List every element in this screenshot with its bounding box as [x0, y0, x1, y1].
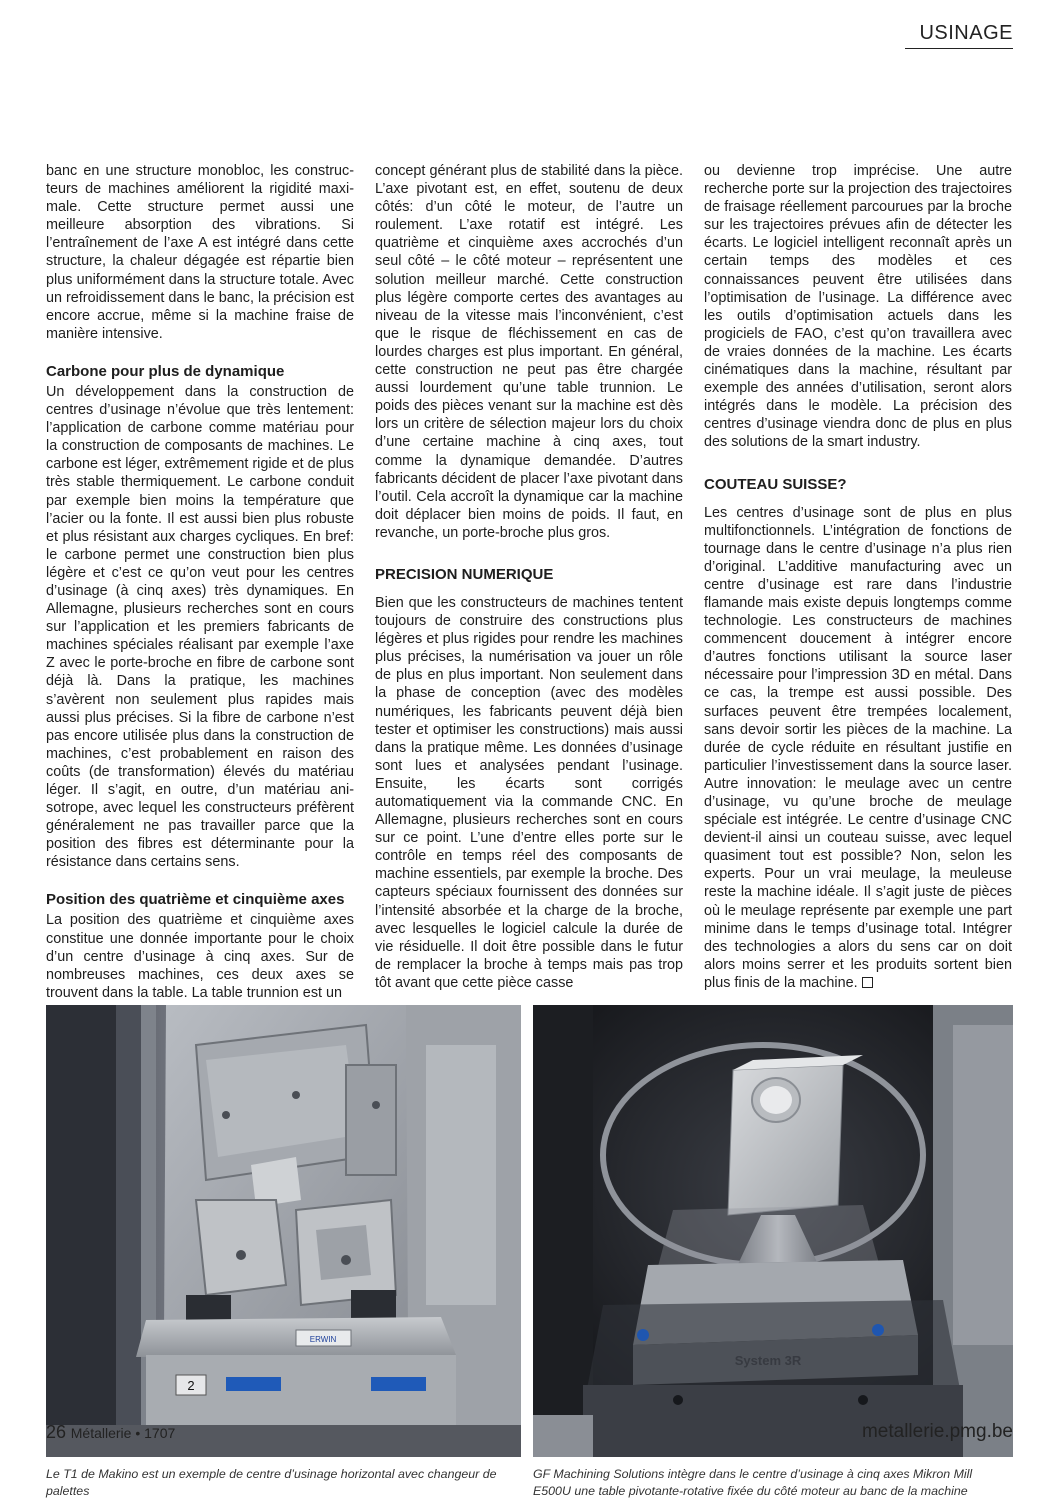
- photo-caption-left: Le T1 de Makino est un exemple de centre d’usinage horizontal avec changeur de palettes: [46, 1467, 497, 1498]
- paragraph: Un développement dans la construction de centres d’usinage n’évolue que très lentement: l’application de carbone comme matériau pour la construction de composants de machines. Le carbone est léger, extrêmement rigide et de plus très stable thermiquement. Le carbone conduit par exemple bien moins la température que l’acier ou la fonte. Il est aussi bien plus robuste et plus résistant aux charges cycliques. En bref: le carbone permet une construction bien plus légère et c’est ce qu’on veut pour les centres d’usinage (à cinq axes) très dynamiques. En Allemagne, plusieurs recherches sont en cours sur l’application et les premiers fabricants de machines spéciales réalisant par exemple l’axe Z avec le porte-broche en fibre de carbone sont déjà là. Dans la pratique, les machines s’avèrent non seulement plus rapides mais aussi plus précises. Si la fibre de carbone n’est pas encore utilisée plus dans la construction de machines, c’est probablement en raison des coûts (de transformation) élevés du matériau léger. Il s’agit, en outre, d’un matériau anisotrope, avec lequel les constructeurs préfèrent généralement ne pas travailler parce que la position des fibres est déterminante pour la résistance dans certains sens.: [46, 383, 354, 871]
- photo-caption-right: GF Machining Solutions intègre dans le centre d’usinage à cinq axes Mikron Mill E500U une table pivotante-rotative fixée du côté moteur au banc de la machine: [533, 1467, 973, 1498]
- photo-mikron-mill: [533, 1005, 1013, 1457]
- article-column-3: [704, 162, 1012, 992]
- subheading: COUTEAU SUISSE?: [704, 475, 847, 493]
- page-number: 26: [46, 1422, 67, 1442]
- page-folio: [46, 1422, 175, 1443]
- photo-makino-t1: [46, 1005, 521, 1457]
- subheading: Carbone pour plus de dynamique: [46, 362, 285, 380]
- article-column-2: [375, 162, 683, 992]
- magazine-issue: Métallerie • 1707: [70, 1425, 176, 1441]
- section-tag: USINAGE: [919, 22, 1013, 44]
- paragraph: ou devienne trop imprécise. Une autre recherche porte sur la projection des trajectoires de fraisage réellement parcourues par la broche sur les trajectoires prévues afin de détecter les écarts. Le logiciel intelligent reconnaît après un certain temps des modèles et ces connaissances peuvent être utilisées dans l’optimisation de l’usinage. La différence avec les outils d’optimisation actuels dans les progiciels de FAO, c’est qu’on travaillera avec de vraies données de la machine. Les écarts cinématiques dans la machine, résultant par exemple des années d’utilisation, seront alors intégrés dans le modèle. La précision des centres d’usinage viendra donc de plus en plus des solutions de la smart industry.: [704, 163, 1012, 451]
- subheading: PRECISION NUMERIQUE: [375, 565, 554, 583]
- article-column-1: [46, 162, 354, 1002]
- subheading: Position des quatrième et cinquième axes: [46, 891, 345, 909]
- end-of-article-icon: [862, 977, 873, 988]
- paragraph: Bien que les constructeurs de machines tentent toujours de construire des constructions plus légères et plus rigides pour rendre les machines plus précises, la numérisation va jouer un rôle de plus en plus important. Non seulement dans la phase de conception (avec des modèles numériques, les fabricants peuvent déjà bien tester et optimiser les constructions) mais aussi dans la pratique même. Les données d’usinage sont lues et analysées pendant l’usinage. Ensuite, les écarts sont corrigés automatiquement via la commande CNC. En Allemagne, plusieurs recherches sont en cours sur ce point. L’une d’entre elles porte sur le contrôle en temps réel des composants de machine essentiels, par exemple la broche. Des capteurs spéciaux fournissent des données sur l’intensité absorbée et la charge de la broche, avec lesquelles le logiciel calcule la durée de vie résiduelle. Il doit être possible dans le futur de remplacer la broche à temps mais pas trop tôt avant que cette pièce casse: [375, 594, 683, 991]
- paragraph-text: Les centres d’usinage sont de plus en plus multifonctionnels. L’intégration de fonctions de tournage dans le centre d’usinage n’a plus rien d’original. L’additive manufacturing avec un centre d’usinage est rare dans l’industrie flamande mais existe depuis longtemps comme technologie. Les constructeurs de machines commencent doucement à intégrer encore d’autres fonctions utilisant la source laser nécessaire pour l’impression 3D en métal. Dans ce cas, la trempe est aussi possible. Des surfaces peuvent être trempées localement, sans devoir sortir les pièces de la machine. La durée de cycle réduite en résultant justifie en particulier l’investissement dans la source laser. Autre innovation: le meulage avec un centre d’usinage, vu qu’une broche de meulage spéciale est intégrée. Le centre d’usinage CNC devient-il ainsi un couteau suisse, avec lequel quasiment tout est possible? Non, selon les experts. Pour un vrai meulage, la meuleuse reste la machine idéale. Il s’agit juste de pièces où le meulage représente par exemple une part minime dans le temps d’usinage total. Intégrer des technologies a alors du sens car on doit alors moins serrer et les produits sortent bien plus finis de la machine.: [704, 504, 1012, 991]
- paragraph: La position des quatrième et cinquième axes constitue une donnée importante pour le choix d’un centre d’usinage à cinq axes. Sur de nombreuses machines, ces deux axes se trouvent dans la table. La table trunnion est un: [46, 912, 354, 1001]
- paragraph: [704, 504, 1012, 993]
- paragraph: banc en une structure monobloc, les constructeurs de machines améliorent la rigidité maximale. Cette structure permet aussi une meilleure absorption des vibrations. Si l’entraînement de l’axe A est intégré dans cette structure, la chaleur dégagée est répartie bien plus uniformément dans la structure totale. Avec un refroidissement dans le banc, la précision est encore accrue, même si la machine fraise de manière intensive.: [46, 163, 354, 342]
- website-link[interactable]: metallerie.pmg.be: [861, 1421, 1013, 1442]
- brand-label: ERWIN: [309, 1335, 337, 1344]
- section-rule: [905, 48, 1013, 49]
- pallet-number: 2: [187, 1378, 195, 1393]
- paragraph: concept générant plus de stabilité dans la pièce. L’axe pivotant est, en effet, soutenu de deux côtés: d’un côté le moteur, de l’autre un roulement. L’axe rotatif est intégré. Les quatrième et cinquième axes accrochés d’un seul côté – le côté moteur – représentent une solution meilleur marché. Cette construction plus légère comporte certes des avantages au niveau de la vitesse mais l’inconvénient, c’est que le risque de fléchissement en cas de lourdes charges est plus important. En général, cette construction ne peut pas être chargée aussi lourdement qu’une table trunnion. Le poids des pièces venant sur la machine est dès lors un critère de sélection majeur lors du choix d’une certaine machine à cinq axes, tout comme la dynamique demandée. D’autres fabricants décident de placer l’axe pivotant dans l’outil. Cela accroît la dynamique car la machine doit déplacer bien moins de poids. Il faut, en revanche, un porte-broche plus gros.: [375, 163, 683, 541]
